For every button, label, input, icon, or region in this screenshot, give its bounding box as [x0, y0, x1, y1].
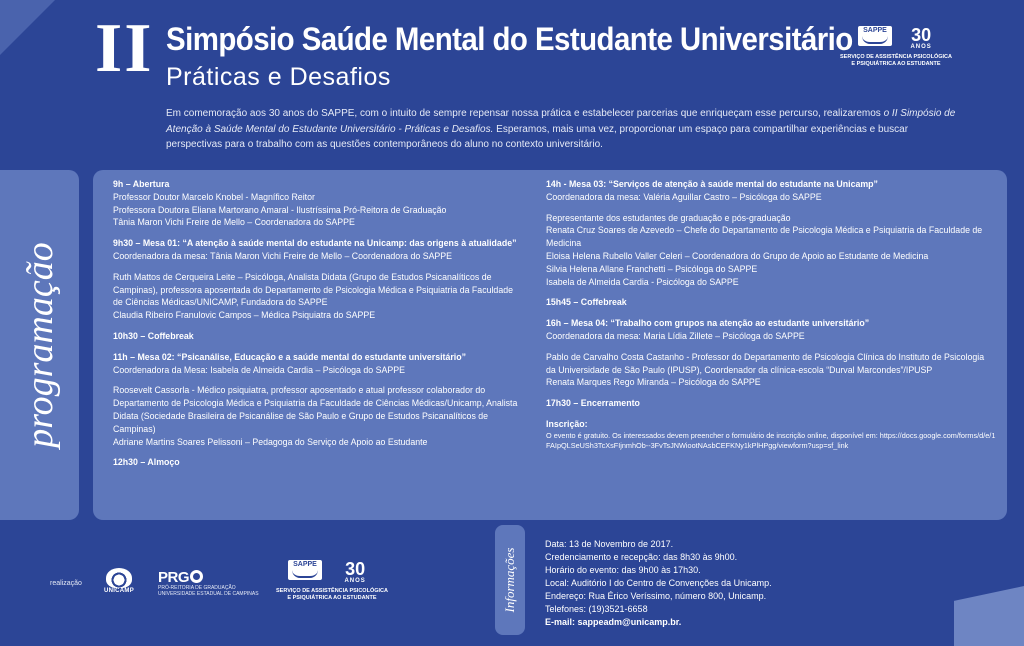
- prg-circle-icon: [190, 570, 203, 583]
- prg-name-text: PRG: [158, 569, 190, 586]
- schedule-line: Coordenadora da mesa: Tânia Maron Vichi Freire de Mello – Coordenadora do SAPPE: [113, 250, 453, 261]
- page-subtitle: Práticas e Desafios: [166, 63, 391, 91]
- schedule-line: Representante dos estudantes de graduação e pós-graduação: [546, 212, 791, 223]
- anniversary-label: ANOS: [910, 44, 932, 50]
- schedule-heading: 9h – Abertura: [113, 179, 170, 189]
- realizacao-label: realização: [50, 580, 82, 587]
- schedule-heading: 12h30 – Almoço: [113, 457, 180, 468]
- info-telefones: Telefones: (19)3521-6658: [545, 604, 648, 614]
- schedule-line: Professor Doutor Marcelo Knobel - Magnífico Reitor: [113, 191, 315, 202]
- intro-text: Esperamos, mais uma vez, proporcionar um espaço para compartilhar experiências e buscar perspectivas para o trabalho com as questões contemporâneos do aluno no contexto universitário.: [166, 123, 909, 150]
- unicamp-logo: [100, 568, 138, 594]
- schedule-block: [546, 317, 996, 343]
- schedule-line: Claudia Ribeiro Franulovic Campos – Médica Psiquiatra do SAPPE: [113, 310, 376, 321]
- edition-numeral: II: [95, 10, 154, 87]
- schedule-block: [113, 351, 523, 377]
- schedule-column-right: [546, 178, 996, 459]
- schedule-line: Coordenadora da mesa: Valéria Aguillar Castro – Psicóloga do SAPPE: [546, 191, 822, 202]
- corner-decoration-bottom: [954, 586, 1024, 646]
- prg-logo: [158, 570, 268, 597]
- schedule-block: [113, 456, 523, 469]
- sappe-org-line: SERVIÇO DE ASSISTÊNCIA PSICOLÓGICA: [840, 54, 952, 60]
- anniversary-number: 30: [911, 25, 932, 45]
- schedule-heading: 15h45 – Coffebreak: [546, 297, 627, 308]
- intro-event-name: o II Simpósio de Atenção à Saúde Mental do Estudante Universitário - Práticas e Desafios.: [166, 108, 956, 135]
- sappe-mark-text: SAPPE: [293, 561, 317, 568]
- schedule-block: [113, 384, 523, 448]
- sappe-logo-footer: [276, 560, 388, 602]
- schedule-block: [113, 271, 523, 322]
- info-local: Local: Auditório I do Centro de Convenções da Unicamp.: [545, 578, 772, 588]
- schedule-block: [546, 212, 996, 289]
- sappe-mark: [288, 560, 322, 580]
- schedule-line: Adriane Martins Soares Pelissoni – Pedagoga do Serviço de Apoio ao Estudante: [113, 436, 428, 447]
- sappe-org-line: E PSIQUIÁTRICA AO ESTUDANTE: [287, 595, 377, 601]
- info-email[interactable]: E-mail: sappeadm@unicamp.br.: [545, 617, 682, 627]
- schedule-line: Isabela de Almeida Cardia - Psicóloga do SAPPE: [546, 276, 739, 287]
- sappe-org-name: [276, 588, 388, 602]
- schedule-line: Coordenadora da mesa: Maria Lídia Zillete – Psicóloga do SAPPE: [546, 330, 805, 341]
- prg-name: [158, 570, 268, 585]
- anniversary-label: ANOS: [344, 578, 366, 584]
- schedule-heading: 16h – Mesa 04: “Trabalho com grupos na atenção ao estudante universitário”: [546, 318, 870, 329]
- schedule-block: [113, 178, 523, 229]
- corner-decoration: [0, 0, 55, 55]
- intro-paragraph: [166, 106, 966, 153]
- schedule-heading: 17h30 – Encerramento: [546, 398, 640, 409]
- intro-text: Em comemoração aos 30 anos do SAPPE, com o intuito de sempre repensar nossa prática e estabelecer parcerias que enriqueçam esse percurso, realizaremos: [166, 108, 884, 119]
- sappe-mark-text: SAPPE: [863, 27, 887, 34]
- info-credenciamento: Credenciamento e recepção: das 8h30 às 9h00.: [545, 552, 738, 562]
- unicamp-emblem-icon: [106, 568, 132, 588]
- sappe-mark: [858, 26, 892, 46]
- schedule-block: [546, 296, 996, 309]
- sappe-logo: [836, 26, 956, 68]
- info-horario: Horário do evento: das 9h00 às 17h30.: [545, 565, 701, 575]
- registration-heading: Inscrição:: [546, 418, 588, 429]
- schedule-block: [546, 178, 996, 204]
- prg-subtitle: UNIVERSIDADE ESTADUAL DE CAMPINAS: [158, 591, 259, 597]
- schedule-line: Renata Marques Rego Miranda – Psicóloga do SAPPE: [546, 377, 761, 388]
- schedule-block: [113, 330, 523, 343]
- sappe-org-name: [836, 54, 956, 68]
- sappe-org-line: SERVIÇO DE ASSISTÊNCIA PSICOLÓGICA: [276, 588, 388, 594]
- schedule-heading: 11h – Mesa 02: “Psicanálise, Educação e a saúde mental do estudante universitário”: [113, 351, 466, 362]
- info-date: Data: 13 de Novembro de 2017.: [545, 539, 674, 549]
- schedule-line: Professora Doutora Eliana Martorano Amaral - Ilustríssima Pró-Reitora de Graduação: [113, 204, 447, 215]
- schedule-block: [546, 397, 996, 410]
- registration-text[interactable]: O evento é gratuito. Os interessados devem preencher o formulário de inscrição online, disponível em: https://docs.google.com/forms/d/e/1FAIpQLSeUSh3TcXsFIjnmhOb--3FvTsJNWiootNAsbCEFKNy1kPlHPgg/viewform?usp=sf_link: [546, 430, 996, 450]
- schedule-line: Renata Cruz Soares de Azevedo – Chefe do Departamento de Psicologia Médica e Psiquiatria da Faculdade de Medicina: [546, 225, 983, 249]
- schedule-heading: 9h30 – Mesa 01: “A atenção à saúde mental do estudante na Unicamp: das origens à atualidade”: [113, 238, 517, 249]
- schedule-line: Pablo de Carvalho Costa Castanho - Professor do Departamento de Psicologia Clínica do Instituto de Psicologia da Universidade de São Paulo (IPUSP), Coordenador da clínica-escola “Durval Marcondes”/IPUSP: [546, 351, 985, 375]
- schedule-line: Ruth Mattos de Cerqueira Leite – Psicóloga, Analista Didata (Grupo de Estudos Psicanalíticos de Campinas), professora aposentada do Departamento de Psicologia Médica e Psiquiatria da Faculdade de Ciências Médicas/UNICAMP, Fundadora do SAPPE: [113, 271, 514, 308]
- schedule-block: [546, 351, 996, 389]
- page-title: Simpósio Saúde Mental do Estudante Universitário: [166, 21, 853, 57]
- anniversary-mark: [344, 560, 365, 584]
- schedule-line: Coordenadora da Mesa: Isabela de Almeida Cardia – Psicóloga do SAPPE: [113, 364, 405, 375]
- prg-subtitle: PRÓ-REITORIA DE GRADUAÇÃO: [158, 585, 236, 591]
- registration-block: [546, 418, 996, 451]
- schedule-heading: 10h30 – Coffebreak: [113, 330, 194, 341]
- schedule-line: Silvia Helena Allane Franchetti – Psicóloga do SAPPE: [546, 263, 758, 274]
- programacao-label: programação: [19, 242, 61, 448]
- event-info: [545, 538, 845, 629]
- schedule-line: Roosevelt Cassorla - Médico psiquiatra, professor aposentado e atual professor colaborador do Departamento de Psicologia Médica e Psiquiatria da Faculdade de Ciências Médicas/Unicamp, Analista Didata (Sociedade Brasileira de Psicanálise de São Paulo e Grupo de Estudos Psicanalíticos de Campinas): [113, 385, 518, 434]
- anniversary-mark: [910, 26, 931, 50]
- unicamp-name: UNICAMP: [103, 588, 135, 594]
- schedule-line: Tânia Maron Vichi Freire de Mello – Coordenadora do SAPPE: [113, 217, 355, 228]
- sappe-org-line: E PSIQUIÁTRICA AO ESTUDANTE: [851, 61, 941, 67]
- info-endereco: Endereço: Rua Érico Veríssimo, número 800, Unicamp.: [545, 591, 767, 601]
- schedule-heading: 14h - Mesa 03: “Serviços de atenção à saúde mental do estudante na Unicamp”: [546, 179, 878, 189]
- schedule-block: [113, 237, 523, 263]
- informacoes-label: Informações: [502, 547, 517, 613]
- schedule-column-left: [113, 178, 523, 477]
- schedule-line: Eloisa Helena Rubello Valler Celeri – Coordenadora do Grupo de Apoio ao Estudante de Medicina: [546, 250, 929, 261]
- anniversary-number: 30: [345, 559, 366, 579]
